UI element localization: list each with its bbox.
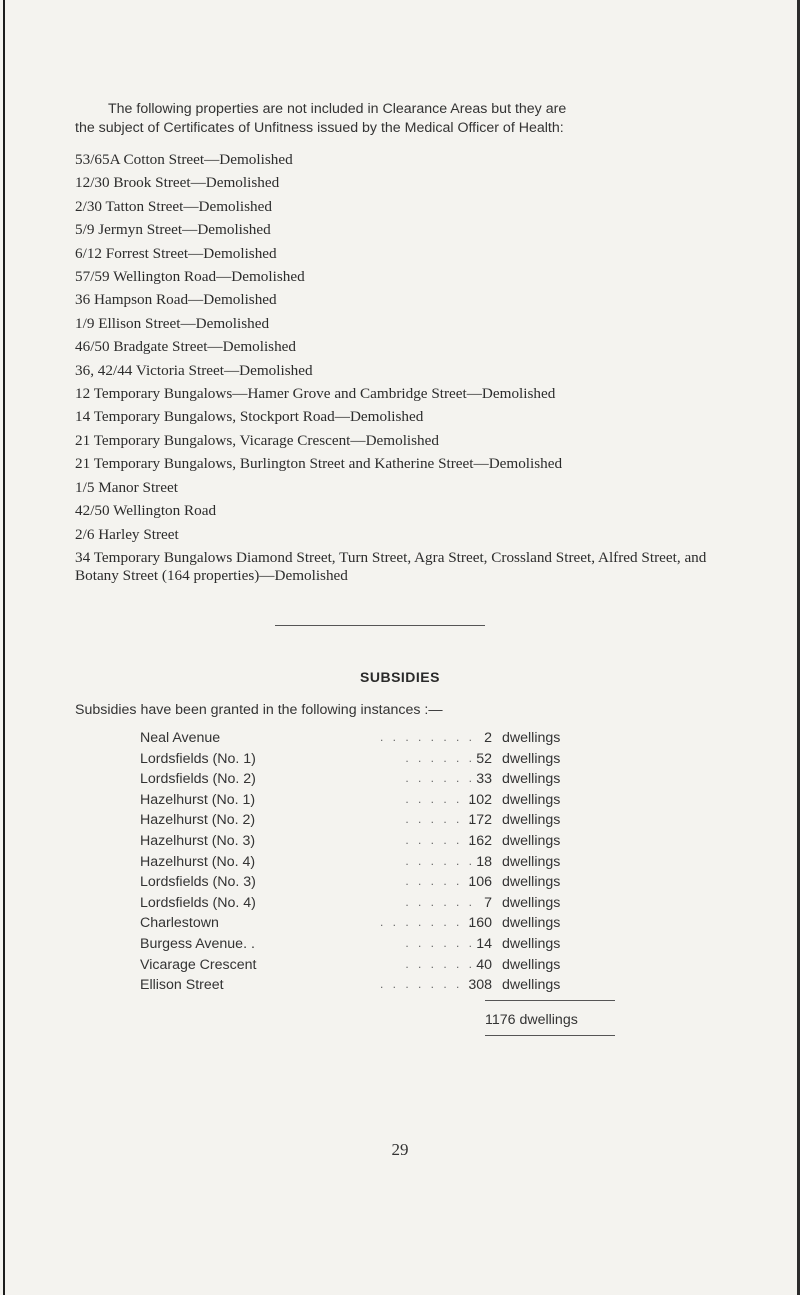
- subsidy-name: Hazelhurst (No. 3): [140, 832, 256, 849]
- section-title: SUBSIDIES: [360, 669, 440, 685]
- subsidies-intro: Subsidies have been granted in the following instances :—: [75, 702, 443, 718]
- subsidy-unit: dwellings: [502, 791, 561, 808]
- property-item: 21 Temporary Bungalows, Burlington Street and Katherine Street—Demolished: [75, 455, 563, 473]
- subsidy-row: [140, 833, 620, 854]
- property-item: 57/59 Wellington Road—Demolished: [75, 268, 305, 286]
- leader-dots: . . . . . .: [405, 771, 475, 786]
- subsidy-unit: dwellings: [502, 977, 561, 994]
- subsidy-unit: dwellings: [502, 853, 561, 870]
- subsidy-name: Vicarage Crescent: [140, 956, 257, 973]
- subsidy-name: Hazelhurst (No. 1): [140, 791, 256, 808]
- property-item: 2/30 Tatton Street—Demolished: [75, 197, 272, 215]
- property-item: 46/50 Bradgate Street—Demolished: [75, 338, 297, 356]
- subsidies-table: [140, 730, 620, 998]
- subsidy-unit: dwellings: [502, 894, 561, 911]
- property-item: 1/9 Ellison Street—Demolished: [75, 314, 270, 332]
- page-number: 29: [391, 1140, 409, 1159]
- leader-dots: . . . . . .: [405, 853, 475, 868]
- subsidy-name: Lordsfields (No. 4): [140, 894, 256, 911]
- subsidy-row: [140, 957, 620, 978]
- subsidy-unit: dwellings: [502, 874, 561, 891]
- subsidies-total: 1176 dwellings: [485, 1012, 578, 1028]
- subsidy-row: [140, 874, 620, 895]
- subsidy-count: 52: [476, 750, 492, 767]
- property-list: [75, 148, 725, 585]
- subsidy-name: Hazelhurst (No. 4): [140, 853, 256, 870]
- leader-dots: . . . . . .: [405, 750, 475, 765]
- subsidy-count: 160: [468, 915, 492, 932]
- subsidy-name: Charlestown: [140, 915, 219, 932]
- leader-dots: . . . . . .: [405, 935, 475, 950]
- property-item: 12/30 Brook Street—Demolished: [75, 174, 280, 192]
- leader-dots: . . . . . .: [405, 956, 475, 971]
- subsidy-count: 172: [468, 812, 492, 829]
- subsidy-name: Neal Avenue: [140, 730, 221, 746]
- subsidy-count: 308: [468, 977, 492, 994]
- subsidy-name: Lordsfields (No. 3): [140, 874, 256, 891]
- property-item: 12 Temporary Bungalows—Hamer Grove and Cambridge Street—Demolished: [75, 385, 556, 403]
- subsidy-row: [140, 977, 620, 998]
- property-item: 2/6 Harley Street: [75, 525, 179, 543]
- subsidy-count: 14: [476, 935, 492, 952]
- subsidy-unit: dwellings: [502, 730, 561, 746]
- subsidy-row: [140, 915, 620, 936]
- property-item: 34 Temporary Bungalows Diamond Street, Turn Street, Agra Street, Crossland Street, Alfred Street, and Botany Street (164 properties)—Demolished: [75, 548, 707, 584]
- property-item: 42/50 Wellington Road: [75, 502, 217, 520]
- subsidy-count: 2: [484, 730, 492, 746]
- subsidy-row: [140, 854, 620, 875]
- total-rule-top: [485, 1000, 615, 1001]
- leader-dots: . . . . . .: [405, 832, 475, 847]
- leader-dots: . . . . . . . .: [379, 977, 475, 992]
- subsidy-count: 7: [484, 894, 492, 911]
- subsidy-row: [140, 812, 620, 833]
- total-rule-bottom: [485, 1035, 615, 1036]
- subsidy-unit: dwellings: [502, 832, 561, 849]
- subsidy-name: Ellison Street: [140, 977, 224, 994]
- property-item: 21 Temporary Bungalows, Vicarage Crescent—Demolished: [75, 431, 439, 449]
- subsidy-count: 18: [476, 853, 492, 870]
- subsidy-row: [140, 730, 620, 751]
- subsidy-count: 106: [468, 874, 492, 891]
- subsidy-unit: dwellings: [502, 750, 561, 767]
- property-item: 1/5 Manor Street: [75, 478, 178, 496]
- subsidy-row: [140, 792, 620, 813]
- property-item: 53/65A Cotton Street—Demolished: [75, 151, 293, 168]
- subsidy-name: Lordsfields (No. 2): [140, 771, 256, 788]
- subsidy-row: [140, 936, 620, 957]
- property-item: 36, 42/44 Victoria Street—Demolished: [75, 361, 313, 379]
- leader-dots: . . . . . .: [405, 894, 475, 909]
- property-item: 5/9 Jermyn Street—Demolished: [75, 221, 271, 239]
- subsidy-name: Lordsfields (No. 1): [140, 750, 256, 767]
- subsidy-count: 40: [476, 956, 492, 973]
- subsidy-count: 102: [468, 791, 492, 808]
- subsidy-name: Hazelhurst (No. 2): [140, 812, 256, 829]
- intro-line-2: the subject of Certificates of Unfitness issued by the Medical Officer of Health:: [75, 120, 564, 136]
- subsidy-count: 162: [468, 832, 492, 849]
- subsidy-row: [140, 751, 620, 772]
- leader-dots: . . . . . .: [405, 874, 475, 889]
- intro-paragraph: [75, 100, 708, 138]
- page-edge-left: [3, 0, 5, 1295]
- subsidy-row: [140, 895, 620, 916]
- subsidy-unit: dwellings: [502, 956, 561, 973]
- property-item: 14 Temporary Bungalows, Stockport Road—Demolished: [75, 408, 424, 426]
- subsidy-row: [140, 771, 620, 792]
- subsidy-unit: dwellings: [502, 915, 561, 932]
- leader-dots: . . . . . . . .: [379, 730, 475, 744]
- property-item: 36 Hampson Road—Demolished: [75, 291, 277, 309]
- leader-dots: . . . . . .: [405, 812, 475, 827]
- property-item: 6/12 Forrest Street—Demolished: [75, 244, 277, 262]
- subsidy-unit: dwellings: [502, 812, 561, 829]
- subsidy-unit: dwellings: [502, 935, 561, 952]
- subsidy-name: Burgess Avenue. .: [140, 935, 255, 952]
- leader-dots: . . . . . .: [405, 791, 475, 806]
- subsidy-count: 33: [476, 771, 492, 788]
- section-divider: [275, 625, 485, 626]
- subsidy-unit: dwellings: [502, 771, 561, 788]
- intro-line-1: The following properties are not included in Clearance Areas but they are: [108, 101, 567, 117]
- leader-dots: . . . . . . . .: [379, 915, 475, 930]
